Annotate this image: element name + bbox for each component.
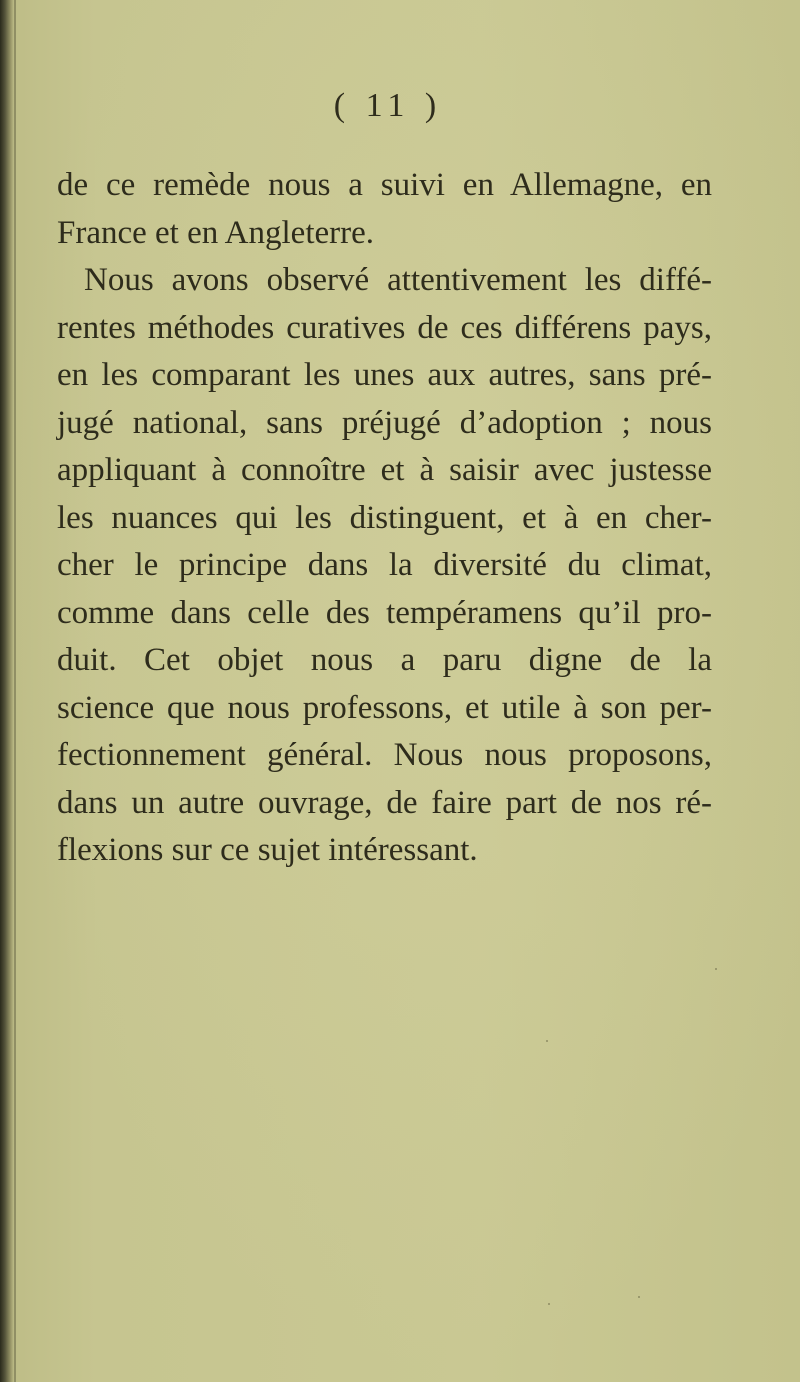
text-line: duit. Cet objet nous a paru digne de la	[57, 642, 712, 678]
page-number: ( 11 )	[333, 87, 443, 124]
binding-shadow-line	[14, 0, 16, 1382]
text-line: rentes méthodes curatives de ces différens pays,	[57, 309, 712, 346]
paper-speck	[546, 1040, 548, 1042]
body-text	[57, 162, 712, 875]
text-line: appliquant à connoître et à saisir avec justesse	[57, 452, 712, 488]
text-line: dans un autre ouvrage, de faire part de nos ré-	[57, 784, 712, 821]
text-line: en les comparant les unes aux autres, sans pré-	[57, 357, 712, 393]
text-line: les nuances qui les distinguent, et à en cher-	[57, 499, 712, 536]
text-line: science que nous professons, et utile à son per-	[57, 689, 712, 726]
text-line: jugé national, sans préjugé d’adoption ; nous	[57, 404, 712, 441]
text-line: cher le principe dans la diversité du climat,	[57, 547, 712, 583]
text-line: France et en Angleterre.	[57, 214, 375, 251]
text-line: flexions sur ce sujet intéressant.	[57, 832, 478, 868]
text-line: fectionnement général. Nous nous proposons,	[57, 737, 712, 773]
paper-speck	[715, 968, 717, 970]
text-line: de ce remède nous a suivi en Allemagne, en	[57, 167, 712, 203]
paper-speck	[548, 1303, 550, 1305]
text-line: Nous avons observé attentivement les diffé-	[84, 262, 712, 298]
text-line: comme dans celle des tempéramens qu’il pro-	[57, 594, 712, 631]
book-binding-edge	[0, 0, 14, 1382]
paper-speck	[638, 1296, 640, 1298]
